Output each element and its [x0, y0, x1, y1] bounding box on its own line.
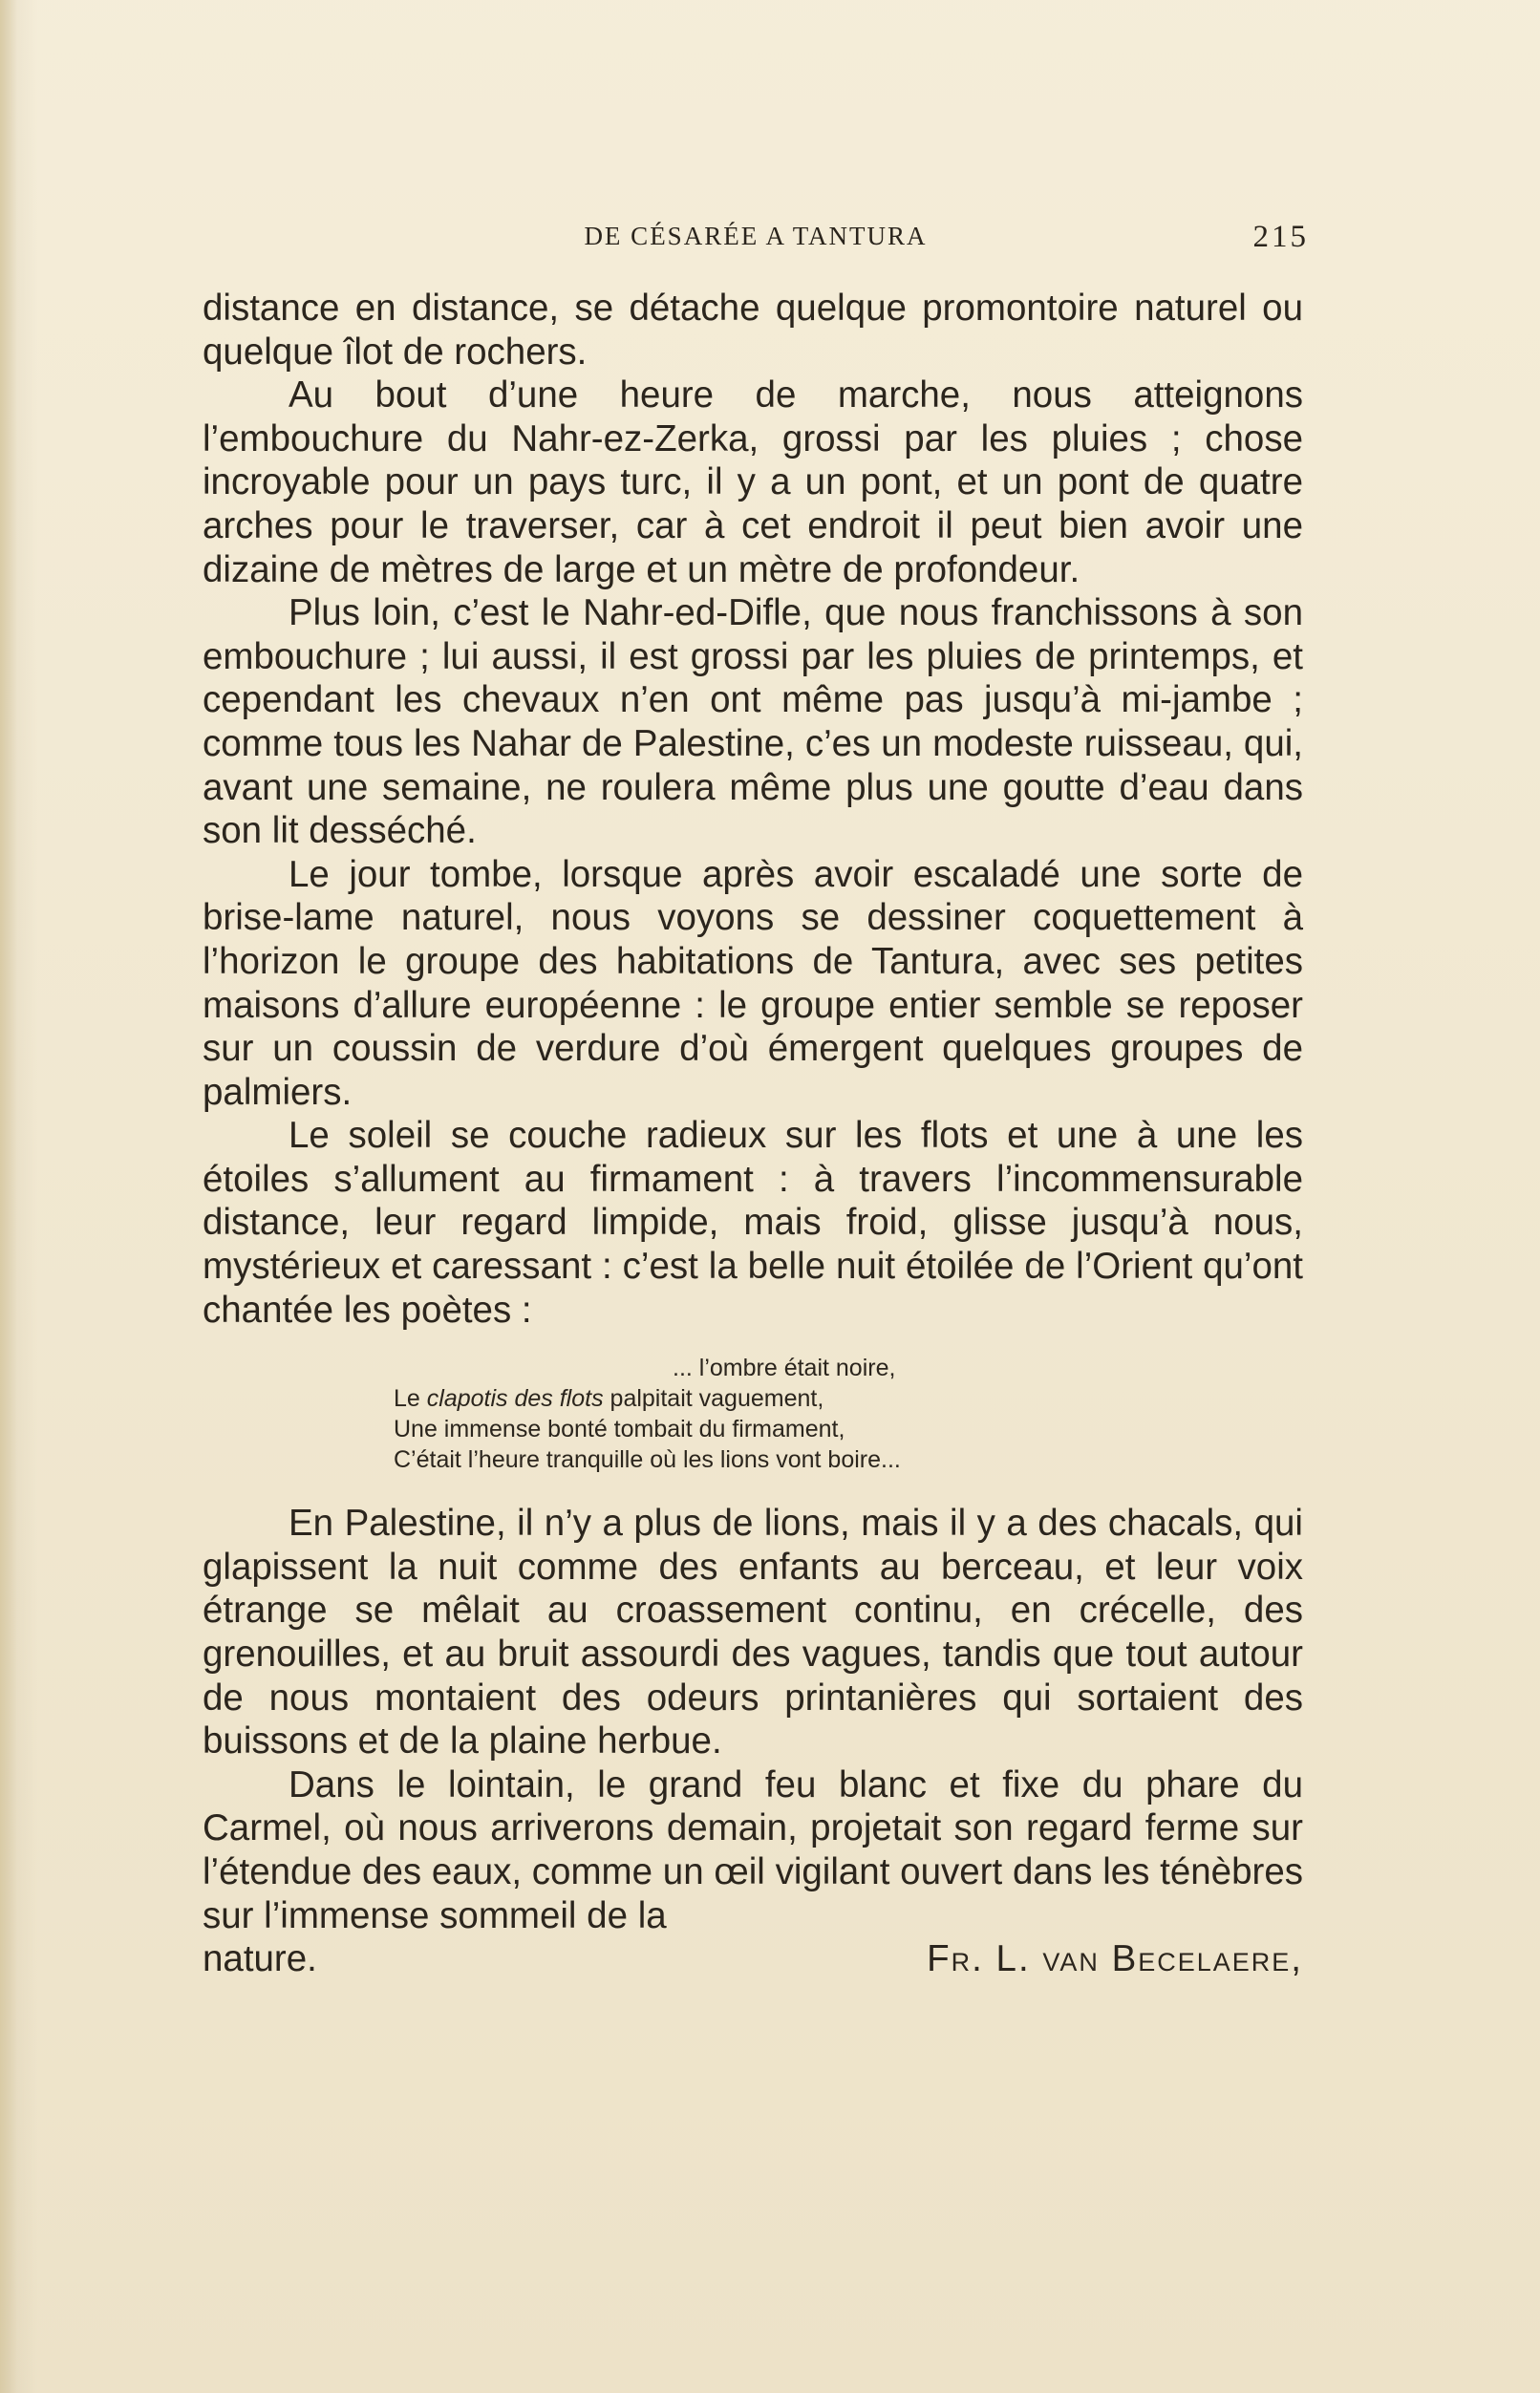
running-title: DE CÉSARÉE A TANTURA: [584, 222, 928, 250]
closing-line: [203, 1937, 1303, 1981]
paragraph-4: Le jour tombe, lorsque après avoir escaladé une sorte de brise-lame naturel, nous voyons se dessiner coquettement à l’horizon le groupe des habitations de Tantura, avec ses petites maisons d’allure européenne : le groupe entier semble se reposer sur un coussin de verdure d’où émergent quelques groupes de palmiers.: [203, 853, 1303, 1113]
verse-line-2-start: Le: [394, 1385, 427, 1413]
paragraph-6: En Palestine, il n’y a plus de lions, mais il y a des chacals, qui glapissent la nuit comme des enfants au berceau, et leur voix étrange se mêlait au croassement continu, en crécelle, des grenouilles, et au bruit assourdi des vagues, tandis que tout autour de nous montaient des odeurs printanières qui sortaient des buissons et de la plaine herbue.: [203, 1503, 1303, 1763]
verse-line-3: Une immense bonté tombait du firmament,: [394, 1416, 845, 1443]
paragraph-3: Plus loin, c’est le Nahr-ed-Difle, que nous franchissons à son embouchure ; lui aussi, il est grossi par les pluies de printemps, et cependant les chevaux n’en ont même pas jusqu’à mi-jambe ; comme tous les Nahar de Palestine, c’es un modeste ruisseau, qui, avant une semaine, ne roulera même plus une goutte d’eau dans son lit desséché.: [203, 592, 1303, 852]
paragraph-7: Dans le lointain, le grand feu blanc et fixe du phare du Carmel, où nous arriverons demain, projetait son regard ferme sur l’étendue des eaux, comme un œil vigilant ouvert dans les ténèbres sur l’immense sommeil de la: [203, 1763, 1303, 1936]
author-signature: Fr. L. van Becelaere,: [927, 1938, 1303, 1980]
paragraph-5: Le soleil se couche radieux sur les flots et une à une les étoiles s’allument au firmament : à travers l’incommensurable distance, leur regard limpide, mais froid, glisse jusqu’à nous, mystérieux et caressant : c’est la belle nuit étoilée de l’Orient qu’ont chantée les poètes :: [203, 1115, 1303, 1331]
paragraph-2: Au bout d’une heure de marche, nous atteignons l’embouchure du Nahr-ez-Zerka, grossi par les pluies ; chose incroyable pour un pays turc, il y a un pont, et un pont de quatre arches pour le traverser, car à cet endroit il peut bien avoir une dizaine de mètres de large et un mètre de profondeur.: [203, 374, 1303, 590]
verse-line-4: C’était l’heure tranquille où les lions vont boire...: [394, 1446, 901, 1474]
paragraph-1: distance en distance, se détache quelque promontoire naturel ou quelque îlot de rochers.: [203, 288, 1303, 373]
verse-line-2-end: palpitait vaguement,: [603, 1385, 824, 1413]
paragraph-7-end: nature.: [203, 1938, 317, 1980]
verse-line-1: ... l’ombre était noire,: [673, 1355, 896, 1382]
verse-line-2: [203, 1383, 1303, 1414]
verse-line-2-italic: clapotis des flots: [426, 1385, 604, 1413]
page-binding-edge: [0, 0, 17, 2393]
body-text: [203, 287, 1303, 1981]
verse-quotation: [203, 1353, 1303, 1475]
running-head: [203, 222, 1309, 260]
page-number: 215: [1252, 220, 1309, 254]
